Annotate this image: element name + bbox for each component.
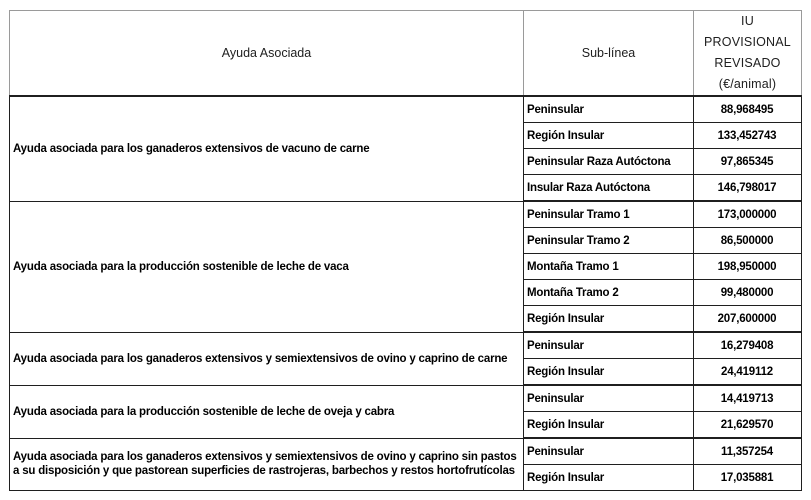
value-cell: 97,865345 [694, 149, 802, 175]
subline-cell: Región Insular [524, 359, 694, 386]
ayuda-cell: Ayuda asociada para los ganaderos extensivos de vacuno de carne [10, 96, 524, 201]
subline-cell: Región Insular [524, 306, 694, 333]
ayuda-cell: Ayuda asociada para los ganaderos extensivos y semiextensivos de ovino y caprino sin pastos a su disposición y que pastorean superficies de rastrojeras, barbechos y restos hortofrutícolas [10, 438, 524, 491]
subline-cell: Peninsular [524, 332, 694, 359]
value-cell: 133,452743 [694, 123, 802, 149]
subline-cell: Peninsular [524, 385, 694, 412]
subline-cell: Peninsular [524, 438, 694, 465]
value-cell: 24,419112 [694, 359, 802, 386]
value-cell: 14,419713 [694, 385, 802, 412]
subline-cell: Peninsular Tramo 2 [524, 228, 694, 254]
subline-cell: Región Insular [524, 412, 694, 439]
table-row [10, 201, 802, 228]
table-row [10, 332, 802, 359]
value-cell: 86,500000 [694, 228, 802, 254]
value-cell: 146,798017 [694, 175, 802, 202]
table-row [10, 385, 802, 412]
subline-cell: Peninsular Raza Autóctona [524, 149, 694, 175]
header-iu-line: REVISADO [714, 56, 781, 70]
header-iu-provisional [694, 11, 802, 97]
header-ayuda-asociada: Ayuda Asociada [10, 11, 524, 97]
subline-cell: Peninsular Tramo 1 [524, 201, 694, 228]
subline-cell: Peninsular [524, 96, 694, 123]
header-iu-line: IU [741, 14, 754, 28]
table-row [10, 438, 802, 465]
ayudas-table [9, 10, 802, 491]
value-cell: 11,357254 [694, 438, 802, 465]
subline-cell: Montaña Tramo 2 [524, 280, 694, 306]
ayuda-cell: Ayuda asociada para la producción sostenible de leche de vaca [10, 201, 524, 332]
subline-cell: Montaña Tramo 1 [524, 254, 694, 280]
subline-cell: Región Insular [524, 123, 694, 149]
value-cell: 207,600000 [694, 306, 802, 333]
value-cell: 88,968495 [694, 96, 802, 123]
subline-cell: Insular Raza Autóctona [524, 175, 694, 202]
header-row [10, 11, 802, 97]
header-sub-linea: Sub-línea [524, 11, 694, 97]
ayuda-cell: Ayuda asociada para la producción sostenible de leche de oveja y cabra [10, 385, 524, 438]
value-cell: 21,629570 [694, 412, 802, 439]
header-iu-line: PROVISIONAL [704, 35, 791, 49]
ayuda-cell: Ayuda asociada para los ganaderos extensivos y semiextensivos de ovino y caprino de carne [10, 332, 524, 385]
value-cell: 17,035881 [694, 465, 802, 491]
subline-cell: Región Insular [524, 465, 694, 491]
value-cell: 173,000000 [694, 201, 802, 228]
header-iu-line: (€/animal) [718, 77, 777, 91]
table-row [10, 96, 802, 123]
value-cell: 198,950000 [694, 254, 802, 280]
value-cell: 16,279408 [694, 332, 802, 359]
value-cell: 99,480000 [694, 280, 802, 306]
